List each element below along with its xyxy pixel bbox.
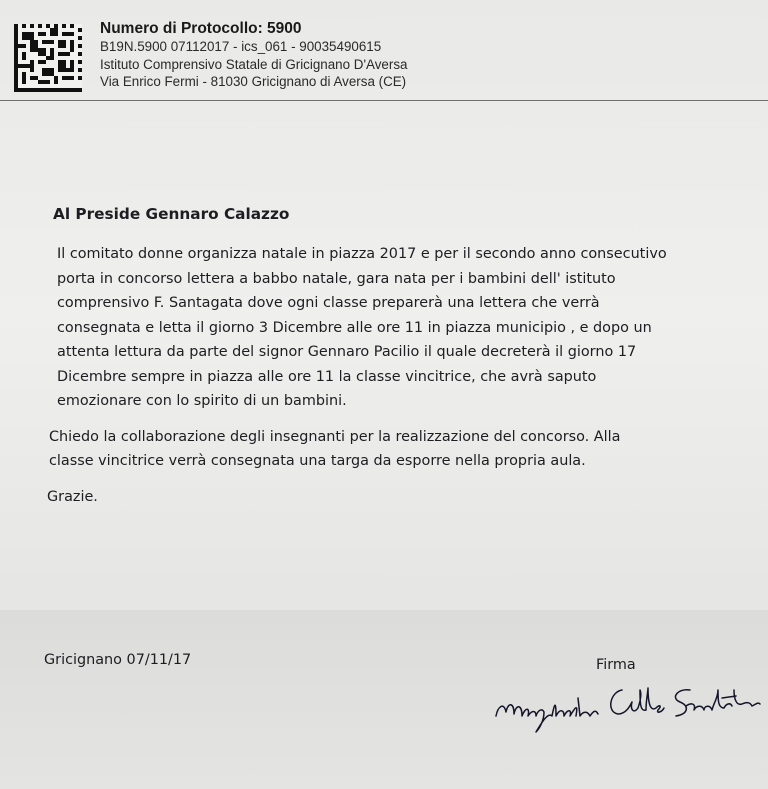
header-divider <box>0 100 768 101</box>
paragraph-line: classe vincitrice verrà consegnata una targa da esporre nella propria aula. <box>49 453 586 469</box>
protocol-header <box>0 0 768 102</box>
paragraph-line: Dicembre sempre in piazza alle ore 11 la classe vincitrice, che avrà saputo <box>57 368 597 385</box>
paragraph-2 <box>49 425 739 474</box>
signature-label: Firma <box>596 657 636 673</box>
paragraph-line: Il comitato donne organizza natale in piazza 2017 e per il secondo anno consecutivo <box>57 246 667 262</box>
datamatrix-code-icon <box>14 24 82 92</box>
paragraph-line: emozionare con lo spirito di un bambini. <box>57 393 347 409</box>
closing-thanks: Grazie. <box>47 488 98 505</box>
school-name: Istituto Comprensivo Statale di Gricignano D'Aversa <box>100 56 408 72</box>
paragraph-line: comprensivo F. Santagata dove ogni classe preparerà una lettera che verrà <box>57 295 600 311</box>
salutation: Al Preside Gennaro Calazzo <box>53 205 290 223</box>
protocol-number: Numero di Protocollo: 5900 <box>100 20 302 37</box>
paragraph-line: attenta lettura da parte del signor Gennaro Pacilio il quale decreterà il giorno 17 <box>57 344 637 360</box>
protocol-code-line: B19N.5900 07112017 - ics_061 - 90035490615 <box>100 39 382 54</box>
paragraph-line: Chiedo la collaborazione degli insegnanti per la realizzazione del concorso. Alla <box>49 428 621 445</box>
place-date: Gricignano 07/11/17 <box>44 652 192 668</box>
protocol-info <box>100 19 407 91</box>
paragraph-1 <box>57 242 747 414</box>
letter-body <box>47 204 747 509</box>
school-address: Via Enrico Fermi - 81030 Gricignano di Aversa (CE) <box>100 74 407 89</box>
paragraph-line: consegnata e letta il giorno 3 Dicembre alle ore 11 in piazza municipio , e dopo un <box>57 319 652 336</box>
paragraph-line: porta in concorso lettera a babbo natale, gara nata per i bambini dell' istituto <box>57 270 616 287</box>
handwritten-signature <box>490 676 765 736</box>
